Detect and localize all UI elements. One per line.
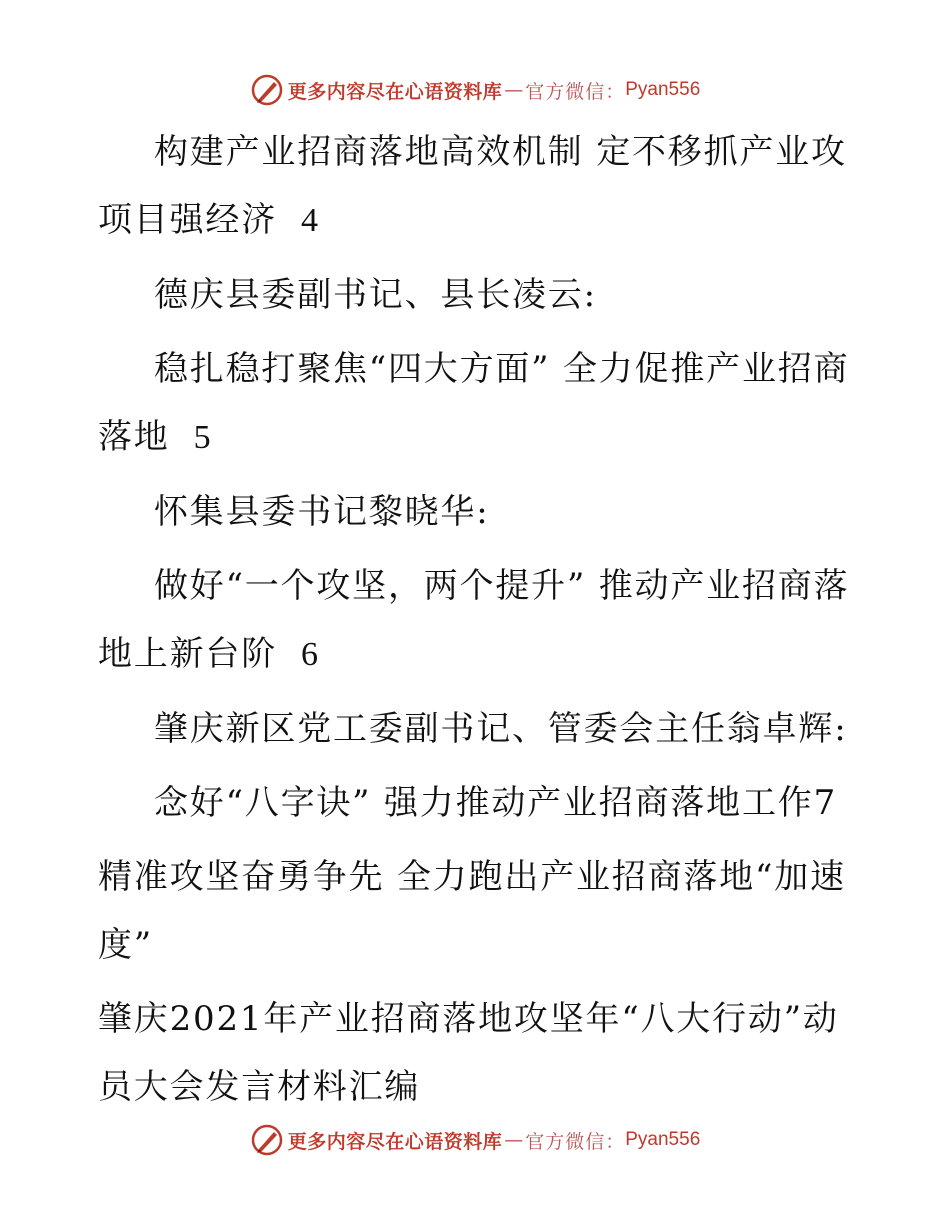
toc-entry: 肇庆新区党工委副书记、管委会主任翁卓辉: [154,709,848,749]
toc-entry: 念好“八字诀” 强力推动产业招商落地工作7 [154,783,838,823]
header-wechat-id: Pyan556 [625,79,701,100]
header-separator: — [504,79,524,101]
toc-page-number: 7 [813,783,838,823]
footer-wechat-id: Pyan556 [625,1129,701,1150]
pen-logo-icon [250,73,284,107]
header-site-name: 更多内容尽在心语资料库 [287,80,503,103]
toc-content [98,118,858,1121]
toc-entry: 稳扎稳打聚焦“四大方面” 全力促推产业招商落地 5 [98,349,850,457]
toc-entry: 德庆县委副书记、县长凌云: [154,275,597,315]
document-title: 肇庆2021年产业招商落地攻坚年“八大行动”动员大会发言材料汇编 [98,999,839,1107]
footer-watermark [0,1120,950,1160]
footer-separator: — [504,1129,524,1151]
header-wechat-label: 官方微信： [525,80,626,103]
toc-entry: 怀集县委书记黎晓华: [154,492,490,532]
toc-entry: 构建产业招商落地高效机制 定不移抓产业攻项目强经济 4 [98,132,847,240]
toc-page-number: 4 [301,202,320,239]
toc-entry: 做好“一个攻坚，两个提升” 推动产业招商落地上新台阶 6 [98,566,850,674]
footer-site-name: 更多内容尽在心语资料库 [287,1130,503,1153]
pen-logo-icon [250,1123,284,1157]
footer-wechat-label: 官方微信： [525,1130,626,1153]
toc-page-number: 5 [193,419,213,456]
toc-page-number: 6 [301,636,320,673]
header-watermark [0,70,950,110]
toc-entry: 精准攻坚奋勇争先 全力跑出产业招商落地“加速度” [98,857,846,965]
